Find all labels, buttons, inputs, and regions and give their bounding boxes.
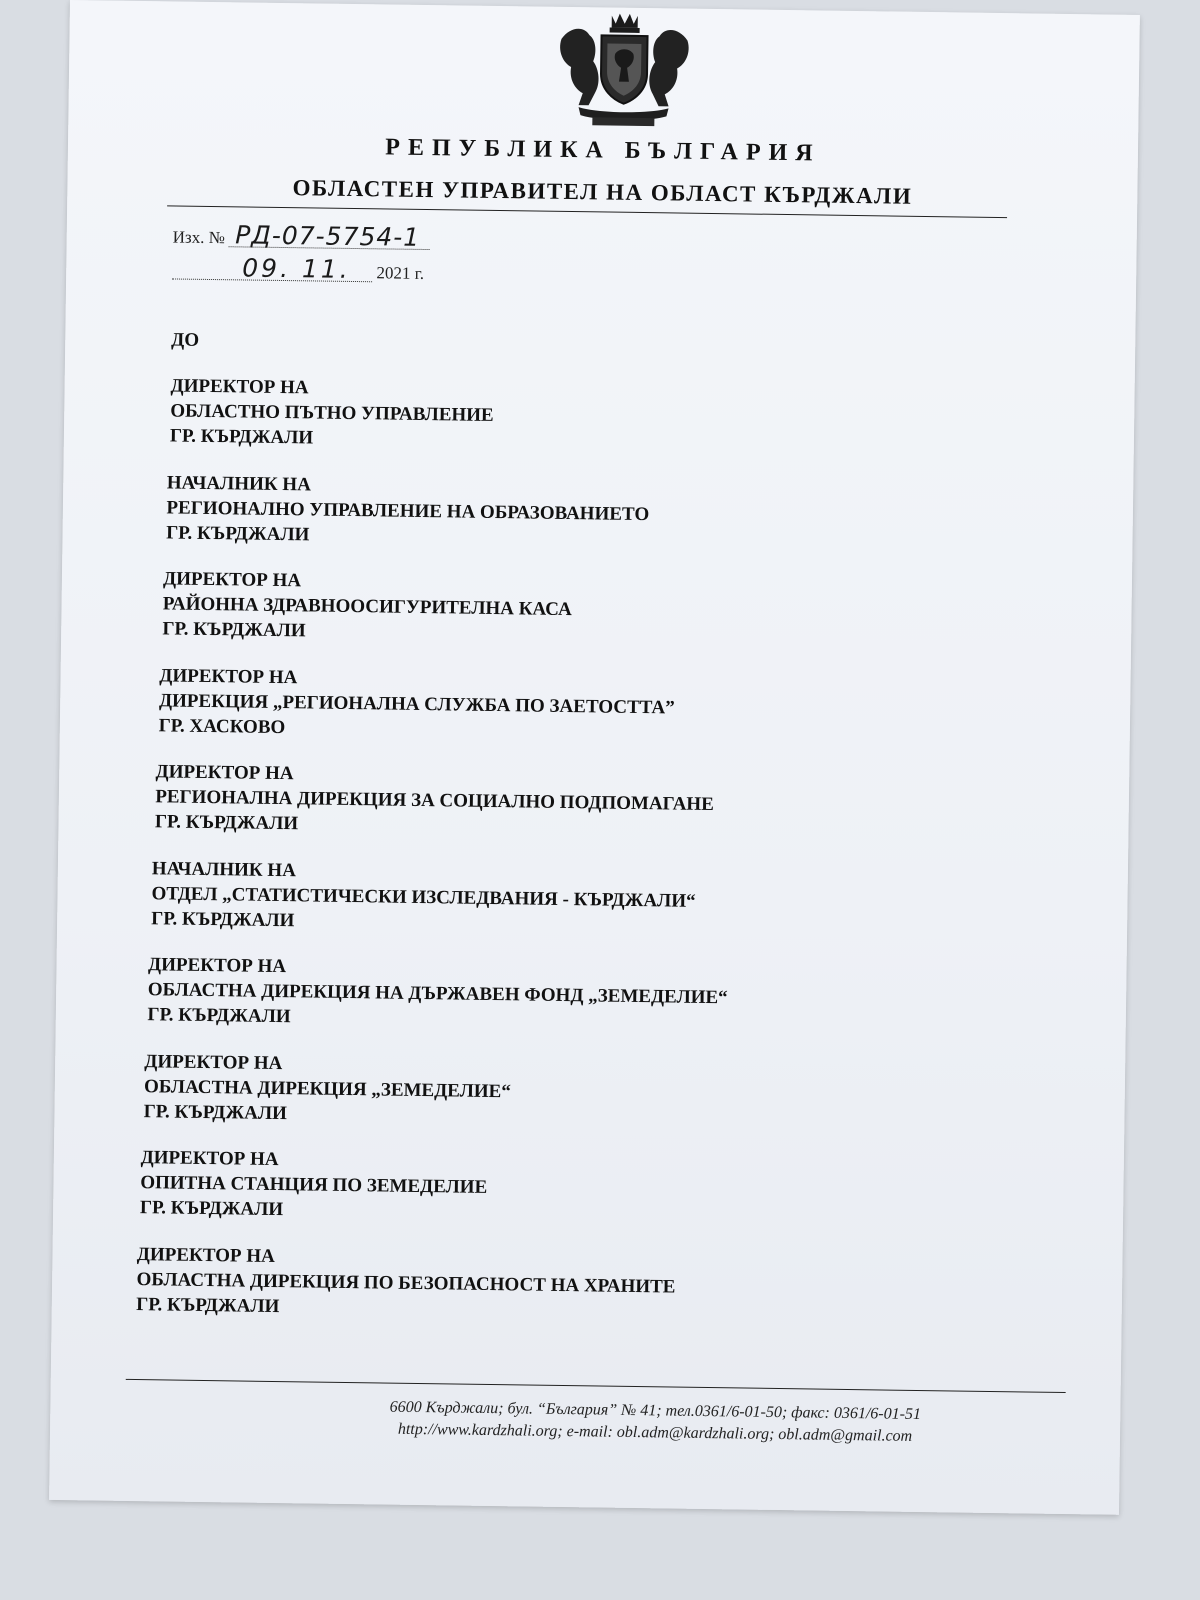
recipient-org: РЕГИОНАЛНА ДИРЕКЦИЯ ЗА СОЦИАЛНО ПОДПОМАГАНЕ — [155, 786, 714, 816]
recipient-org: ОБЛАСТНА ДИРЕКЦИЯ „ЗЕМЕДЕЛИЕ“ — [143, 1075, 511, 1102]
recipient-city: ГР. КЪРДЖАЛИ — [154, 811, 299, 835]
recipient-city: ГР. КЪРДЖАЛИ — [139, 1197, 284, 1221]
recipient-block — [151, 856, 696, 939]
recipient-city: ГР. КЪРДЖАЛИ — [143, 1100, 288, 1124]
addressee-label: ДО — [171, 329, 200, 351]
recipient-block — [147, 952, 728, 1035]
recipient-org: ОБЛАСТНА ДИРЕКЦИЯ ПО БЕЗОПАСНОСТ НА ХРАНИТЕ — [136, 1268, 676, 1298]
recipient-block — [140, 1145, 488, 1225]
recipient-block — [162, 566, 572, 647]
recipient-org: ОПИТНА СТАНЦИЯ ПО ЗЕМЕДЕЛИЕ — [140, 1172, 488, 1198]
recipient-block — [155, 759, 715, 842]
recipient-city: ГР. КЪРДЖАЛИ — [136, 1293, 280, 1317]
reference-year: 2021 г. — [376, 263, 425, 283]
recipient-org: РАЙОННА ЗДРАВНООСИГУРИТЕЛНА КАСА — [162, 593, 572, 621]
recipient-list — [49, 0, 1140, 1515]
reference-label: Изх. № — [172, 227, 226, 248]
recipient-title: ДИРЕКТОР НА — [170, 375, 309, 399]
recipient-title: ДИРЕКТОР НА — [159, 664, 298, 688]
recipient-org: ДИРЕКЦИЯ „РЕГИОНАЛНА СЛУЖБА ПО ЗАЕТОСТТА” — [158, 689, 675, 719]
reference-date-handwritten: 09. 11. — [172, 256, 372, 282]
recipient-org: ОТДЕЛ „СТАТИСТИЧЕСКИ ИЗСЛЕДВАНИЯ - КЪРДЖАЛИ“ — [151, 882, 696, 912]
country-heading: РЕПУБЛИКА БЪЛГАРИЯ — [385, 134, 821, 167]
office-heading: ОБЛАСТЕН УПРАВИТЕЛ НА ОБЛАСТ КЪРДЖАЛИ — [292, 175, 913, 209]
recipient-block — [136, 1242, 676, 1325]
recipient-title: ДИРЕКТОР НА — [136, 1243, 275, 1267]
recipient-block — [159, 663, 676, 745]
recipient-block — [166, 470, 650, 552]
recipient-city: ГР. КЪРДЖАЛИ — [169, 425, 314, 449]
recipient-city: ГР. КЪРДЖАЛИ — [166, 521, 310, 545]
recipient-block — [144, 1049, 512, 1129]
recipient-title: ДИРЕКТОР НА — [147, 954, 287, 978]
footer-address: 6600 Кърджали; бул. “България” № 41; тел.0361/6-01-50; факс: 0361/6-01-51 — [389, 1398, 922, 1424]
recipient-org: РЕГИОНАЛНО УПРАВЛЕНИЕ НА ОБРАЗОВАНИЕТО — [166, 496, 650, 525]
recipient-title: ДИРЕКТОР НА — [155, 761, 294, 785]
recipient-title: ДИРЕКТОР НА — [144, 1050, 283, 1074]
recipient-title: НАЧАЛНИК НА — [151, 857, 297, 881]
recipient-city: ГР. КЪРДЖАЛИ — [151, 907, 295, 931]
recipient-city: ГР. ХАСКОВО — [158, 714, 286, 738]
recipient-org: ОБЛАСТНА ДИРЕКЦИЯ НА ДЪРЖАВЕН ФОНД „ЗЕМЕДЕЛИЕ“ — [147, 979, 728, 1009]
recipient-title: НАЧАЛНИК НА — [166, 471, 312, 495]
recipient-title: ДИРЕКТОР НА — [140, 1147, 279, 1171]
recipient-org: ОБЛАСТНО ПЪТНО УПРАВЛЕНИЕ — [170, 400, 494, 426]
recipient-city: ГР. КЪРДЖАЛИ — [147, 1004, 291, 1028]
recipient-city: ГР. КЪРДЖАЛИ — [162, 618, 306, 642]
footer-contacts: http://www.kardzhali.org; e-mail: obl.adm@kardzhali.org; obl.adm@gmail.com — [397, 1420, 913, 1445]
reference-number: РД-07-5754-1 — [229, 224, 430, 250]
recipient-title: ДИРЕКТОР НА — [162, 568, 302, 592]
recipient-block — [170, 373, 494, 453]
letter-page — [49, 0, 1140, 1515]
